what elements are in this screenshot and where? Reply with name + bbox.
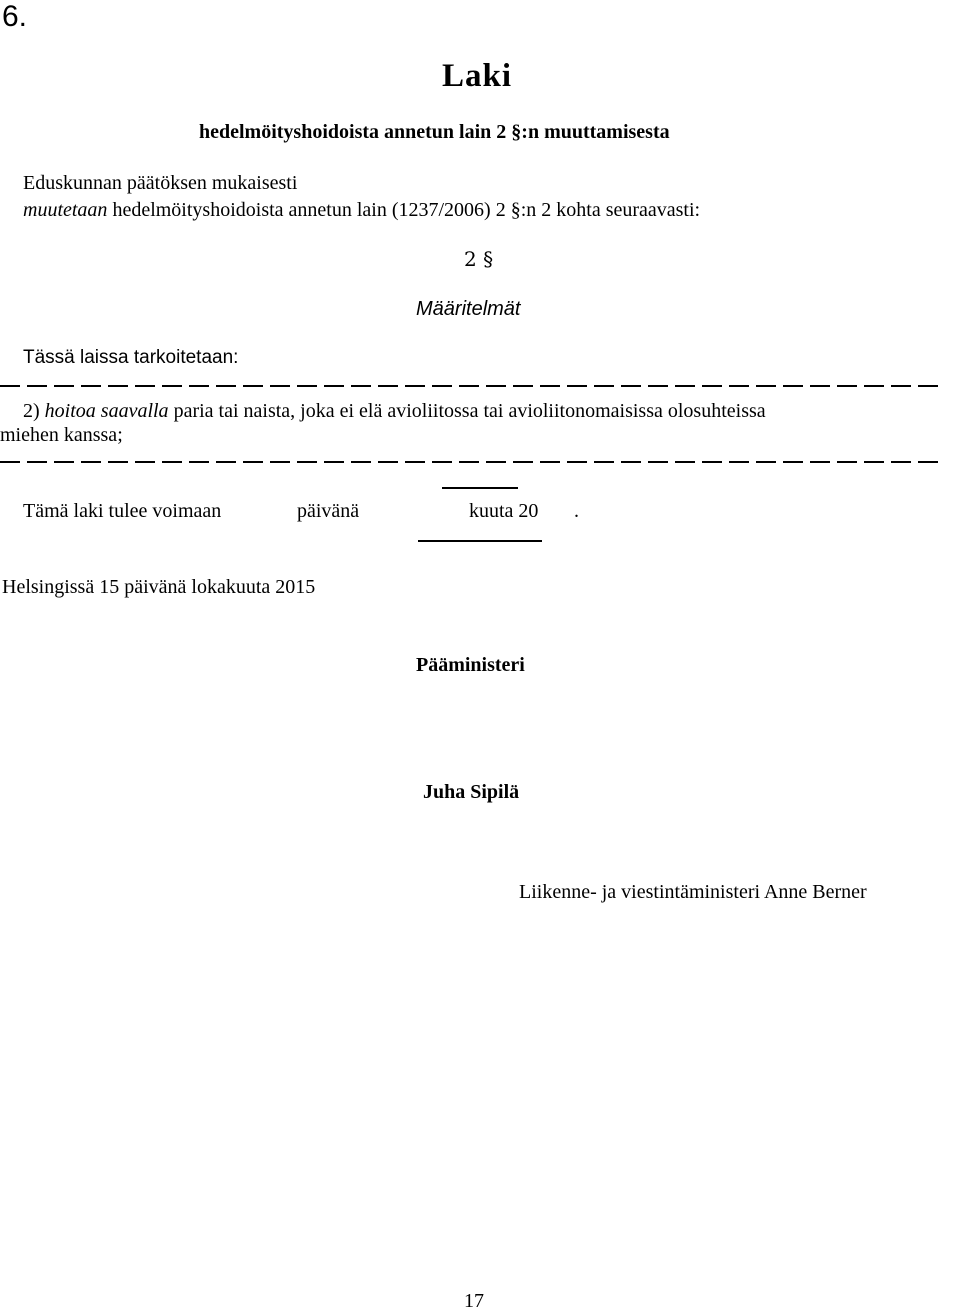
entry-text-2: päivänä xyxy=(297,500,360,522)
omission-line-top xyxy=(0,385,945,387)
page-number: 17 xyxy=(464,1290,484,1312)
entry-text-4: . xyxy=(574,500,579,522)
entry-text-3: kuuta 20 xyxy=(469,500,539,522)
omission-line-bottom xyxy=(0,461,945,463)
entry-text-1: Tämä laki tulee voimaan xyxy=(23,500,222,522)
paragraph-heading: Määritelmät xyxy=(416,298,521,320)
separator-short xyxy=(442,487,518,489)
document-subtitle: hedelmöityshoidoista annetun lain 2 §:n muuttamisesta xyxy=(199,121,670,143)
item-text: paria tai naista, joka ei elä avioliitossa tai avioliitonomaisissa olosuhteissa xyxy=(168,400,766,422)
intro-line-1: Eduskunnan päätöksen mukaisesti xyxy=(23,172,298,194)
place-and-date: Helsingissä 15 päivänä lokakuuta 2015 xyxy=(2,576,316,598)
item-prefix: 2) xyxy=(23,400,45,422)
document-title: Laki xyxy=(442,58,513,94)
intro-verb: muutetaan xyxy=(23,199,108,221)
paragraph-lead: Tässä laissa tarkoitetaan: xyxy=(23,347,239,368)
signer-role: Pääministeri xyxy=(416,654,525,676)
signer-name: Juha Sipilä xyxy=(423,781,520,803)
second-signer: Liikenne- ja viestintäministeri Anne Berner xyxy=(519,881,867,903)
item-term: hoitoa saavalla xyxy=(44,400,169,422)
paragraph-number: 2 § xyxy=(464,247,494,271)
intro-line-2-text: hedelmöityshoidoista annetun lain (1237/2006) 2 §:n 2 kohta seuraavasti: xyxy=(107,199,701,221)
separator-long xyxy=(418,540,542,542)
intro-line-2 xyxy=(23,199,700,222)
paragraph-item-line-1 xyxy=(23,400,766,423)
section-number: 6. xyxy=(2,0,28,33)
paragraph-item-line-2: miehen kanssa; xyxy=(0,424,123,446)
